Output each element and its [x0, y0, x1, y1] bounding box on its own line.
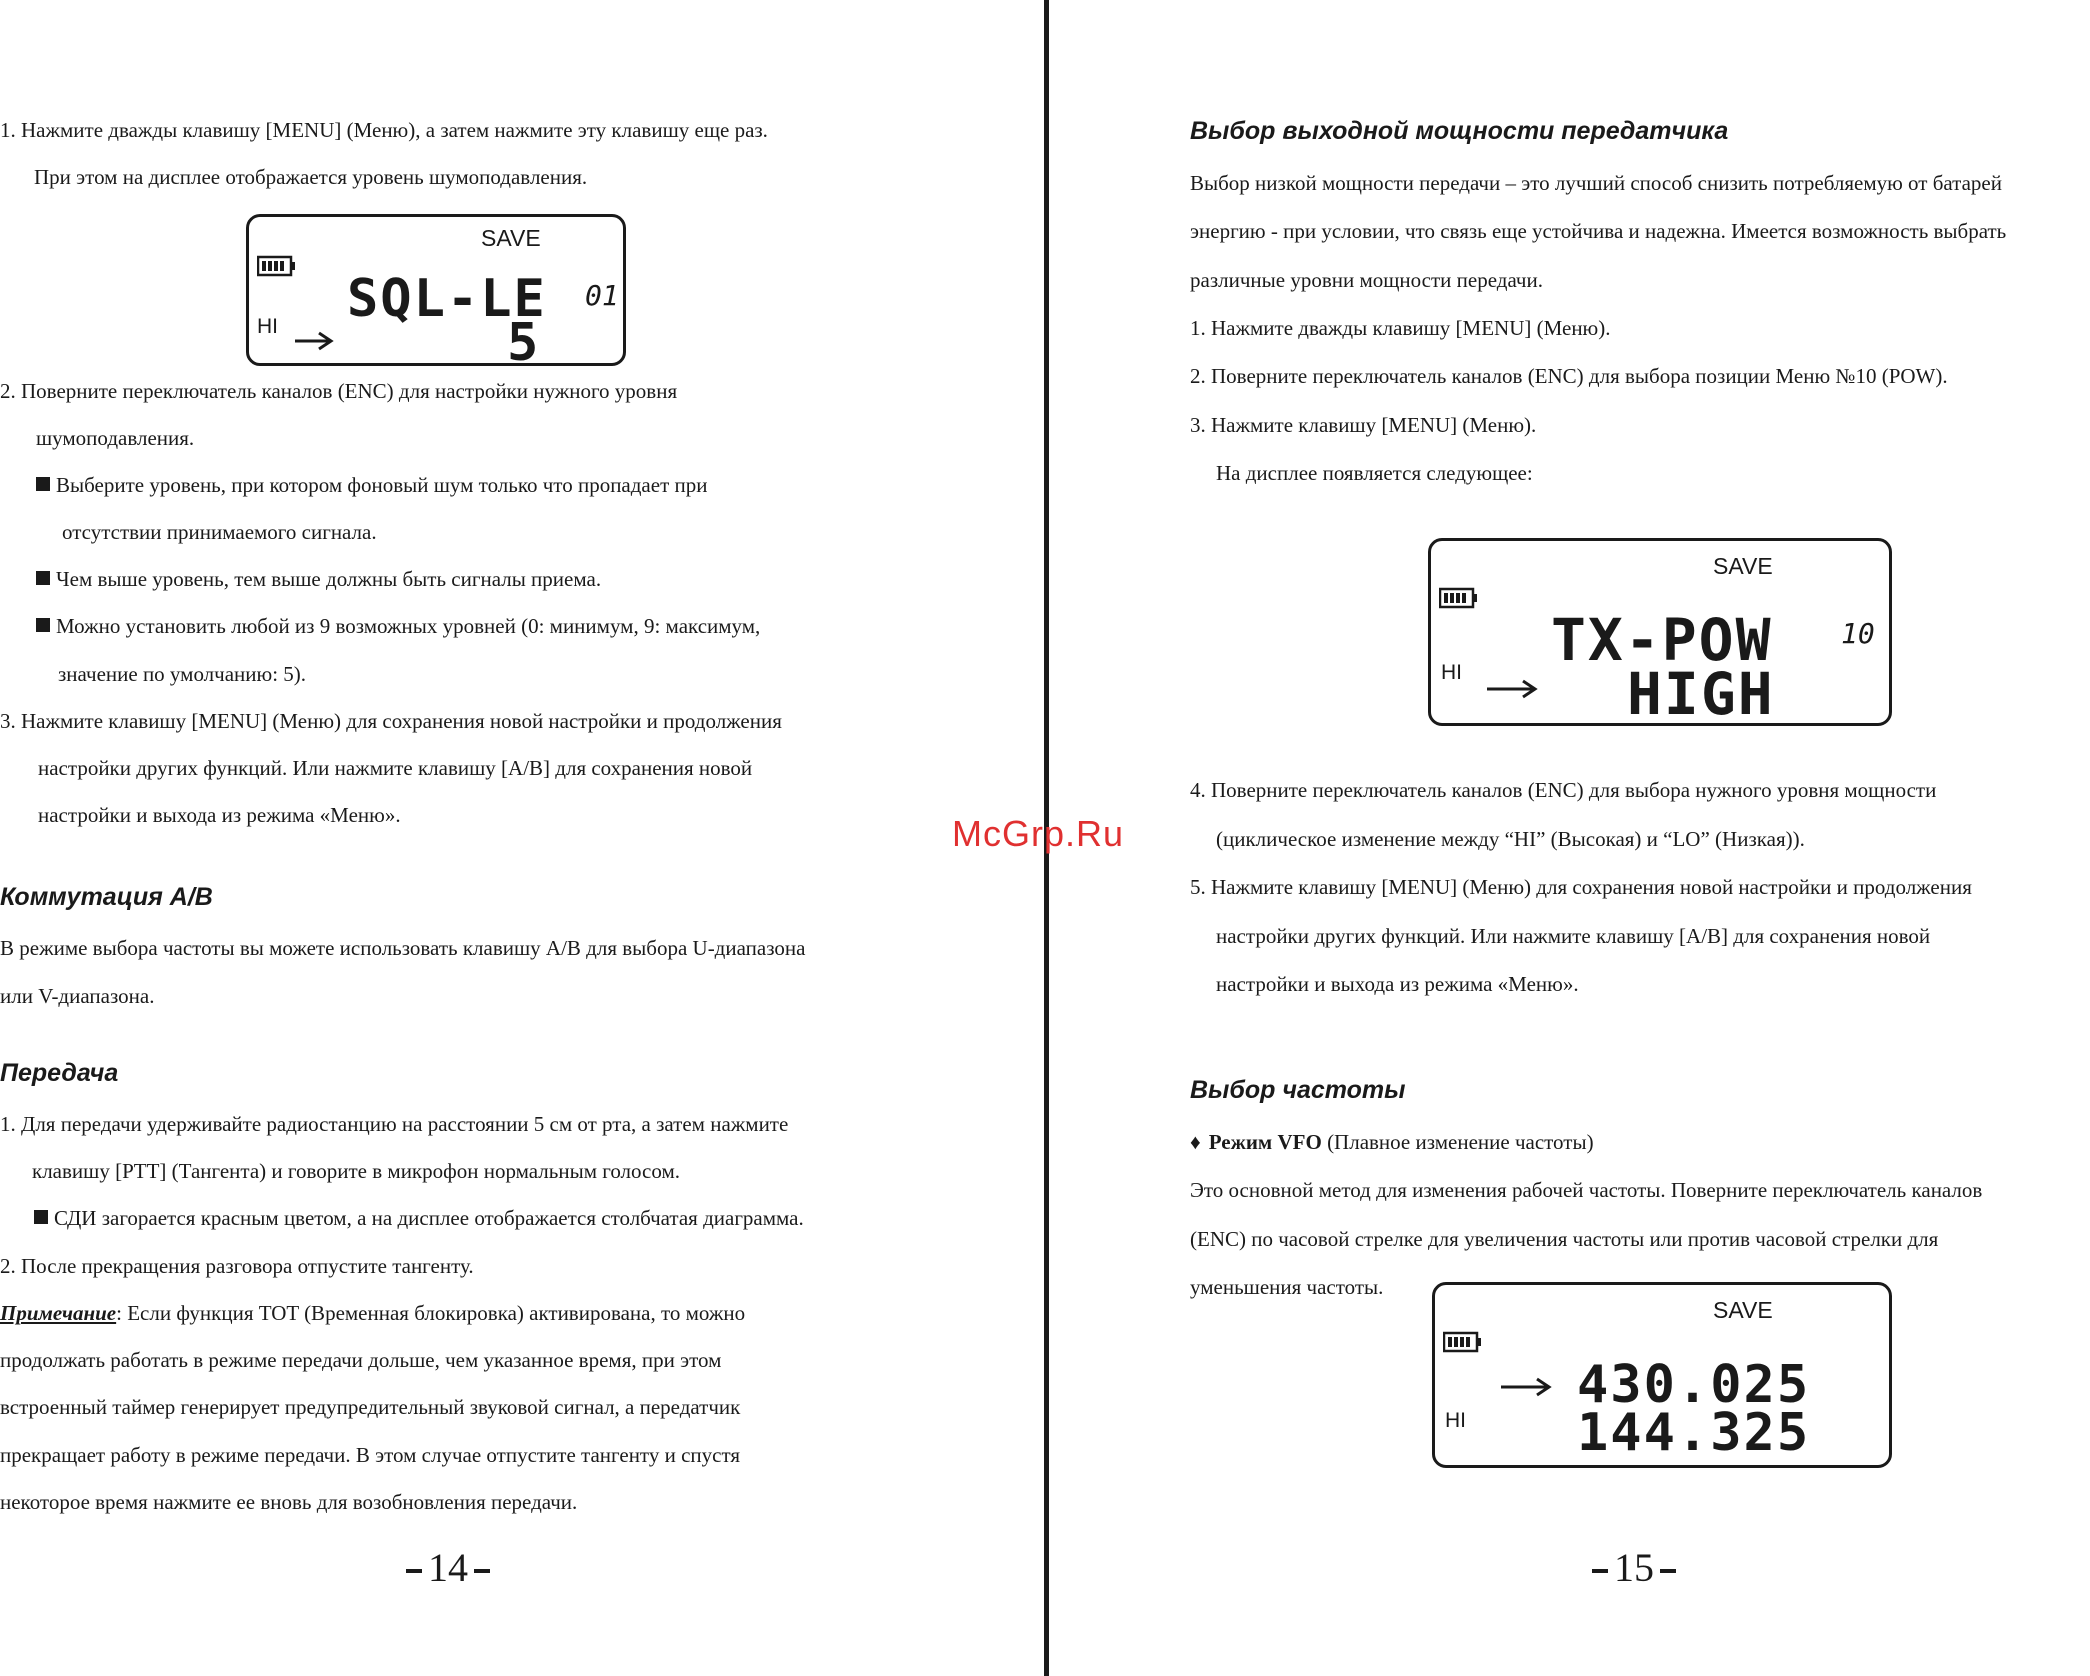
power-step-5-cont-2: настройки и выхода из режима «Меню».: [1216, 972, 1579, 996]
diamond-bullet-icon: ♦: [1190, 1130, 1201, 1154]
note-line-2: продолжать работать в режиме передачи дольше, чем указанное время, при этом: [0, 1348, 722, 1372]
freq-paragraph-1: Это основной метод для изменения рабочей частоты. Поверните переключатель каналов: [1190, 1178, 1983, 1202]
lcd-display-frequency: [1432, 1282, 1892, 1468]
arrow-right-icon: [1501, 1377, 1553, 1397]
tx-step-1-cont: клавишу [PTT] (Тангента) и говорите в микрофон нормальным голосом.: [32, 1159, 681, 1183]
step-2-text: 2. Поверните переключатель каналов (ENC) для настройки нужного уровня: [0, 379, 678, 403]
bullet-3-cont: значение по умолчанию: 5).: [58, 662, 307, 686]
lcd-save-label: SAVE: [481, 225, 541, 251]
power-step-4-cont: (циклическое изменение между “HI” (Высокая) и “LO” (Низкая)).: [1216, 827, 1805, 851]
bullet-2: Чем выше уровень, тем выше должны быть сигналы приема.: [36, 565, 601, 593]
power-paragraph-3: различные уровни мощности передачи.: [1190, 268, 1543, 292]
ab-paragraph-1: В режиме выбора частоты вы можете использовать клавишу A/B для выбора U-диапазона: [0, 936, 806, 960]
arrow-right-icon: [295, 331, 335, 351]
step-1-text: 1. Нажмите дважды клавишу [MENU] (Меню), а затем нажмите эту клавишу еще раз.: [0, 118, 768, 142]
heading-output-power: Выбор выходной мощности передатчика: [1190, 117, 1729, 145]
step-2-text-cont: шумоподавления.: [36, 426, 195, 450]
lcd-frequency-b: 144.325: [1577, 1403, 1811, 1463]
lcd-hi-label: HI: [1445, 1409, 1466, 1432]
lcd-line-2: 5: [507, 313, 541, 373]
arrow-right-icon: [1487, 679, 1539, 699]
lcd-menu-number: 10: [1841, 617, 1875, 650]
power-paragraph-2: энергию - при условии, что связь еще устойчива и надежна. Имеется возможность выбрать: [1190, 219, 2007, 243]
square-bullet-icon: [36, 477, 50, 491]
freq-paragraph-2: (ENC) по часовой стрелке для увеличения частоты или против часовой стрелки для: [1190, 1227, 1939, 1251]
step-3-text-cont-1: настройки других функций. Или нажмите клавишу [A/B] для сохранения новой: [38, 756, 753, 780]
heading-ab-switching: Коммутация A/B: [0, 883, 213, 911]
tx-step-1: 1. Для передачи удерживайте радиостанцию на расстоянии 5 см от рта, а затем нажмите: [0, 1112, 789, 1136]
step-3-text: 3. Нажмите клавишу [MENU] (Меню) для сохранения новой настройки и продолжения: [0, 709, 782, 733]
power-step-5-cont-1: настройки других функций. Или нажмите клавишу [A/B] для сохранения новой: [1216, 924, 1931, 948]
note-line-4: прекращает работу в режиме передачи. В этом случае отпустите тангенту и спустя: [0, 1443, 741, 1467]
step-3-text-cont-2: настройки и выхода из режима «Меню».: [38, 803, 401, 827]
power-paragraph-1: Выбор низкой мощности передачи – это лучший способ снизить потребляемую от батарей: [1190, 171, 2002, 195]
square-bullet-icon: [34, 1210, 48, 1224]
step-1-text-cont: При этом на дисплее отображается уровень шумоподавления.: [34, 165, 588, 189]
battery-icon: [1443, 1331, 1483, 1353]
square-bullet-icon: [36, 571, 50, 585]
lcd-hi-label: HI: [1441, 661, 1462, 684]
power-step-1: 1. Нажмите дважды клавишу [MENU] (Меню).: [1190, 316, 1611, 340]
tx-step-2: 2. После прекращения разговора отпустите тангенту.: [0, 1254, 474, 1278]
power-step-3: 3. Нажмите клавишу [MENU] (Меню).: [1190, 413, 1537, 437]
lcd-display-squelch: [246, 214, 626, 373]
lcd-hi-label: HI: [257, 315, 278, 338]
tx-bullet: СДИ загорается красным цветом, а на дисплее отображается столбчатая диаграмма.: [34, 1204, 804, 1232]
bullet-1: Выберите уровень, при котором фоновый шум только что пропадает при: [36, 471, 707, 499]
vfo-mode-line: ♦ Режим VFO (Плавное изменение частоты): [1190, 1130, 1594, 1154]
lcd-line-1: TX-POW: [1551, 606, 1773, 674]
freq-paragraph-3: уменьшения частоты.: [1190, 1275, 1384, 1299]
watermark-logo: McGrp.Ru: [952, 813, 1125, 854]
lcd-display-tx-power: [1428, 538, 1892, 726]
lcd-menu-number: 01: [585, 279, 619, 312]
lcd-save-label: SAVE: [1713, 553, 1773, 579]
lcd-line-1: SQL-LE: [347, 269, 547, 329]
lcd-save-label: SAVE: [1713, 1297, 1773, 1323]
page-number-left: 14: [400, 1546, 496, 1590]
power-step-2: 2. Поверните переключатель каналов (ENC) для выбора позиции Меню №10 (POW).: [1190, 364, 1948, 388]
left-page: [0, 0, 1044, 1676]
lcd-line-2: HIGH: [1627, 660, 1775, 728]
power-step-3-sub: На дисплее появляется следующее:: [1216, 461, 1533, 485]
heading-transmission: Передача: [0, 1059, 119, 1087]
power-step-4: 4. Поверните переключатель каналов (ENC) для выбора нужного уровня мощности: [1190, 778, 1937, 802]
note-line-3: встроенный таймер генерирует предупредительный звуковой сигнал, а передатчик: [0, 1395, 741, 1419]
note-line-5: некоторое время нажмите ее вновь для возобновления передачи.: [0, 1490, 578, 1514]
ab-paragraph-2: или V-диапазона.: [0, 984, 155, 1008]
power-step-5: 5. Нажмите клавишу [MENU] (Меню) для сохранения новой настройки и продолжения: [1190, 875, 1972, 899]
lcd-frequency-a: 430.025: [1577, 1355, 1811, 1415]
bullet-3: Можно установить любой из 9 возможных уровней (0: минимум, 9: максимум,: [36, 612, 760, 640]
battery-icon: [257, 255, 297, 277]
note-line-1: Примечание: Если функция TOT (Временная блокировка) активирована, то можно: [0, 1301, 746, 1325]
heading-frequency-selection: Выбор частоты: [1190, 1076, 1406, 1104]
square-bullet-icon: [36, 618, 50, 632]
right-page: [1052, 0, 2090, 1676]
bullet-1-cont: отсутствии принимаемого сигнала.: [62, 520, 377, 544]
page-number-right: 15: [1586, 1546, 1682, 1590]
battery-icon: [1439, 587, 1479, 609]
